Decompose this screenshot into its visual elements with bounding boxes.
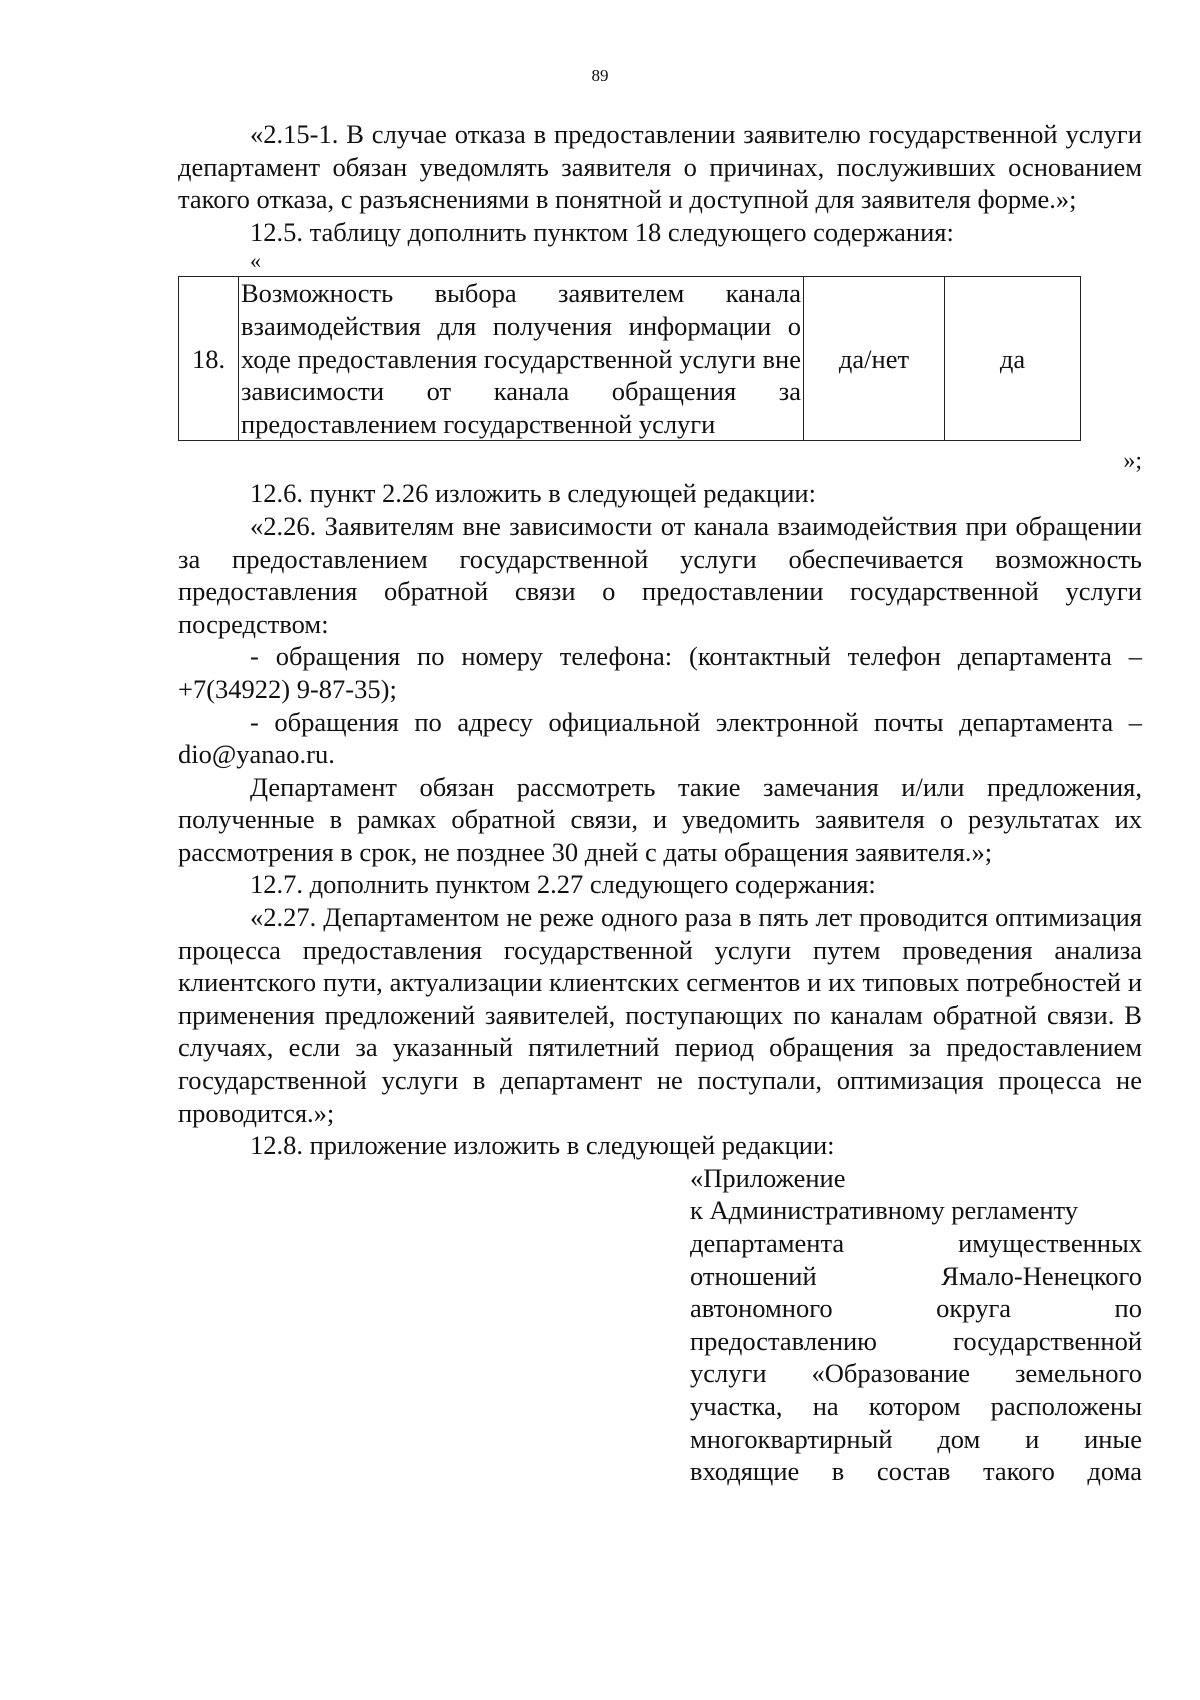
row-value-cell: да [945,277,1081,441]
appendix-line: участка, на котором расположены [690,1390,1142,1421]
paragraph-obligation: Департамент обязан рассмотреть такие замечания и/или предложения, полученные в рамках обратной связи, и уведомить заявителя о результатах их рассмотрения в срок, не позднее 30 дней с даты обращения заявителя.»; [178,771,1142,867]
document-body [178,118,1142,1488]
appendix-line: «Приложение [690,1162,846,1193]
paragraph-2-27: «2.27. Департаментом не реже одного раза в пять лет проводится оптимизация процесса предоставления государственной услуги путем проведения анализа клиентского пути, актуализации клиентских сегментов и их типовых потребностей и применения предложений заявителей, поступающих по каналам обратной связи. В случаях, если за указанный пятилетний период обращения за предоставлением государственной услуги в департамент не поступали, оптимизация процесса не проводится.»; [178,902,1142,1128]
row-number-cell: 18. [179,277,239,441]
appendix-line: многоквартирный дом и иные [690,1423,1142,1454]
paragraph-12-8: 12.8. приложение изложить в следующей редакции: [250,1130,835,1161]
table-open-quote: « [250,248,261,274]
table-row [179,277,1081,441]
row-description-cell: Возможность выбора заявителем канала взаимодействия для получения информации о ходе предоставления государственной услуги вне зависимости от канала обращения за предоставлением государственной услуги [239,277,804,441]
paragraph-12-6: 12.6. пункт 2.26 изложить в следующей редакции: [250,478,816,509]
appendix-line: входящие в состав такого дома [690,1456,1142,1487]
appendix-line: отношений Ямало-Ненецкого [690,1260,1142,1291]
appendix-line: к Административному регламенту [690,1195,1078,1226]
paragraph-email: - обращения по адресу официальной электронной почты департамента – dio@yanao.ru. [178,706,1142,770]
paragraph-12-7: 12.7. дополнить пунктом 2.27 следующего содержания: [250,869,876,900]
appendix-heading [690,1162,1142,1488]
inserted-table [178,276,1081,441]
table-close-quote: »; [1123,448,1142,475]
page-number: 89 [591,66,609,85]
appendix-line: автономного округа по [690,1293,1142,1324]
appendix-line: департамента имущественных [690,1228,1142,1258]
appendix-line: предоставлению государственной [690,1325,1142,1356]
row-option-cell: да/нет [804,277,945,441]
paragraph-phone: - обращения по номеру телефона: (контактный телефон департамента – +7(34922) 9-87-35); [178,641,1142,704]
appendix-line: услуги «Образование земельного [690,1358,1142,1389]
paragraph-2-26: «2.26. Заявителям вне зависимости от канала взаимодействия при обращении за предоставлением государственной услуги обеспечивается возможность предоставления обратной связи о предоставлении государственной услуги посредством: [178,510,1142,639]
paragraph-2-15-1: «2.15-1. В случае отказа в предоставлении заявителю государственной услуги департамент обязан уведомлять заявителя о причинах, послуживших основанием такого отказа, с разъяснениями в понятной и доступной для заявителя форме.»; [178,119,1142,215]
paragraph-12-5: 12.5. таблицу дополнить пунктом 18 следующего содержания: [250,216,954,247]
